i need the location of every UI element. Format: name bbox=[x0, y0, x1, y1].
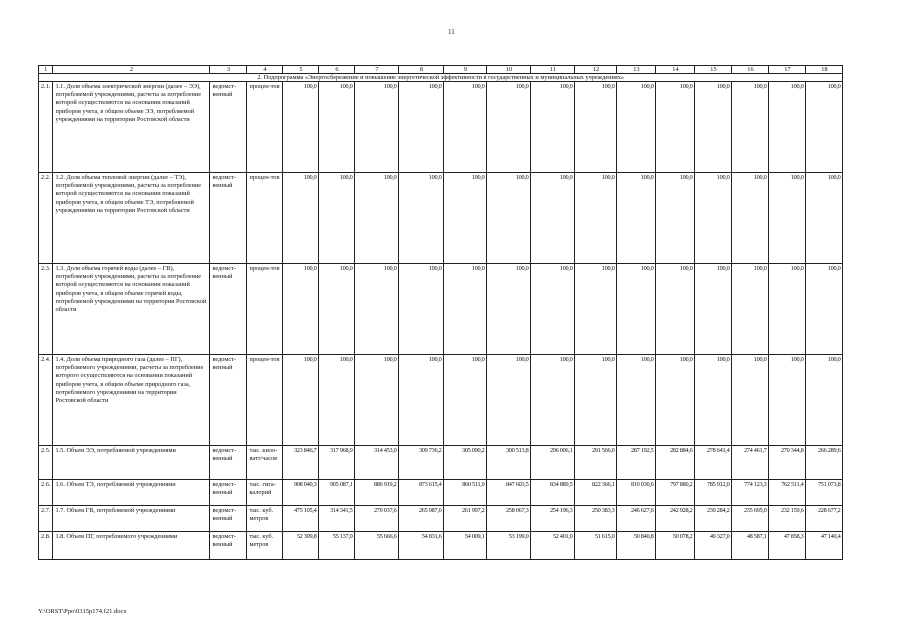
value-cell: 55 666,6 bbox=[355, 532, 399, 560]
column-number: 4 bbox=[247, 66, 283, 74]
indicator-name: 1.7. Объем ГВ, потребляемой учреждениями bbox=[53, 506, 210, 532]
value-cell: 100,0 bbox=[487, 82, 531, 173]
column-number: 3 bbox=[210, 66, 247, 74]
value-cell: 100,0 bbox=[656, 264, 695, 355]
table-row bbox=[39, 446, 843, 480]
value-cell: 100,0 bbox=[695, 173, 732, 264]
column-number: 13 bbox=[617, 66, 656, 74]
value-cell: 751 073,8 bbox=[806, 480, 843, 506]
value-cell: 100,0 bbox=[487, 355, 531, 446]
value-cell: 300 513,8 bbox=[487, 446, 531, 480]
value-cell: 100,0 bbox=[695, 82, 732, 173]
value-cell: 100,0 bbox=[617, 82, 656, 173]
unit-of-measure: процен-тов bbox=[247, 82, 283, 173]
row-number: 2.2. bbox=[39, 173, 53, 264]
value-cell: 250 383,3 bbox=[575, 506, 617, 532]
value-cell: 100,0 bbox=[444, 264, 487, 355]
value-cell: 282 884,6 bbox=[656, 446, 695, 480]
value-cell: 100,0 bbox=[531, 173, 575, 264]
value-cell: 53 199,0 bbox=[487, 532, 531, 560]
value-cell: 762 511,4 bbox=[769, 480, 806, 506]
value-cell: 100,0 bbox=[806, 355, 843, 446]
value-cell: 232 159,6 bbox=[769, 506, 806, 532]
value-cell: 100,0 bbox=[617, 355, 656, 446]
subprogram-title: 2. Подпрограмма «Энергосбережение и повышение энергетической эффективности в государственных и муниципальных учреждениях» bbox=[39, 74, 843, 82]
value-cell: 100,0 bbox=[732, 173, 769, 264]
row-number: 2.1. bbox=[39, 82, 53, 173]
value-cell: 100,0 bbox=[531, 264, 575, 355]
unit-of-measure: процен-тов bbox=[247, 264, 283, 355]
column-number: 11 bbox=[531, 66, 575, 74]
value-cell: 100,0 bbox=[444, 173, 487, 264]
value-cell: 258 067,3 bbox=[487, 506, 531, 532]
indicator-name: 1.6. Объем ТЭ, потребляемой учреждениями bbox=[53, 480, 210, 506]
value-cell: 100,0 bbox=[732, 82, 769, 173]
table-row bbox=[39, 264, 843, 355]
value-cell: 100,0 bbox=[355, 173, 399, 264]
value-cell: 242 928,2 bbox=[656, 506, 695, 532]
value-cell: 47 140,4 bbox=[806, 532, 843, 560]
value-cell: 100,0 bbox=[575, 173, 617, 264]
table-row bbox=[39, 82, 843, 173]
value-cell: 100,0 bbox=[487, 173, 531, 264]
value-cell: 100,0 bbox=[531, 355, 575, 446]
value-cell: 49 327,0 bbox=[695, 532, 732, 560]
column-number: 9 bbox=[444, 66, 487, 74]
value-cell: 475 105,4 bbox=[283, 506, 319, 532]
unit-of-measure: тыс. гига-калорий bbox=[247, 480, 283, 506]
column-number: 15 bbox=[695, 66, 732, 74]
value-cell: 47 858,3 bbox=[769, 532, 806, 560]
value-cell: 50 078,2 bbox=[656, 532, 695, 560]
value-cell: 886 919,2 bbox=[355, 480, 399, 506]
value-cell: 100,0 bbox=[283, 264, 319, 355]
indicators-table bbox=[38, 65, 843, 560]
unit-of-measure: процен-тов bbox=[247, 355, 283, 446]
row-number: 2.6. bbox=[39, 480, 53, 506]
value-cell: 908 040,3 bbox=[283, 480, 319, 506]
value-cell: 296 006,1 bbox=[531, 446, 575, 480]
indicator-name: 1.5. Объем ЭЭ, потребляемой учреждениями bbox=[53, 446, 210, 480]
value-cell: 100,0 bbox=[319, 355, 355, 446]
value-cell: 100,0 bbox=[656, 355, 695, 446]
value-cell: 270 344,8 bbox=[769, 446, 806, 480]
value-cell: 100,0 bbox=[806, 82, 843, 173]
value-cell: 48 587,1 bbox=[732, 532, 769, 560]
value-cell: 847 603,5 bbox=[487, 480, 531, 506]
value-cell: 785 912,0 bbox=[695, 480, 732, 506]
value-cell: 55 137,0 bbox=[319, 532, 355, 560]
column-number: 2 bbox=[53, 66, 210, 74]
value-cell: 52 309,8 bbox=[283, 532, 319, 560]
value-cell: 860 511,9 bbox=[444, 480, 487, 506]
value-cell: 54 009,1 bbox=[444, 532, 487, 560]
column-number: 10 bbox=[487, 66, 531, 74]
indicator-name: 1.4. Доля объема природного газа (далее – ПГ), потребляемого учреждениями, расчеты за потребление которого осуществляются на основании показаний приборов учета, в общем объеме природного газа, потребляемого учреждениями на территории Ростовской области bbox=[53, 355, 210, 446]
value-cell: 100,0 bbox=[283, 355, 319, 446]
table-row bbox=[39, 480, 843, 506]
value-cell: 100,0 bbox=[732, 264, 769, 355]
value-cell: 239 284,2 bbox=[695, 506, 732, 532]
value-cell: 100,0 bbox=[444, 82, 487, 173]
indicator-type: ведомст-венный bbox=[210, 82, 247, 173]
value-cell: 266 289,6 bbox=[806, 446, 843, 480]
row-number: 2.7. bbox=[39, 506, 53, 532]
column-number: 17 bbox=[769, 66, 806, 74]
indicator-type: ведомст-венный bbox=[210, 264, 247, 355]
value-cell: 100,0 bbox=[319, 82, 355, 173]
column-number: 8 bbox=[399, 66, 444, 74]
column-number: 16 bbox=[732, 66, 769, 74]
value-cell: 270 037,6 bbox=[355, 506, 399, 532]
column-number: 6 bbox=[319, 66, 355, 74]
table-row bbox=[39, 506, 843, 532]
row-number: 2.4. bbox=[39, 355, 53, 446]
unit-of-measure: тыс. куб. метров bbox=[247, 506, 283, 532]
value-cell: 100,0 bbox=[695, 264, 732, 355]
value-cell: 905 087,1 bbox=[319, 480, 355, 506]
value-cell: 100,0 bbox=[531, 82, 575, 173]
value-cell: 100,0 bbox=[319, 173, 355, 264]
value-cell: 100,0 bbox=[806, 173, 843, 264]
value-cell: 291 566,0 bbox=[575, 446, 617, 480]
subprogram-row bbox=[39, 74, 843, 82]
value-cell: 100,0 bbox=[399, 173, 444, 264]
value-cell: 228 677,2 bbox=[806, 506, 843, 532]
value-cell: 100,0 bbox=[487, 264, 531, 355]
row-number: 2.3. bbox=[39, 264, 53, 355]
unit-of-measure: тыс. куб. метров bbox=[247, 532, 283, 560]
value-cell: 309 736,2 bbox=[399, 446, 444, 480]
value-cell: 278 641,4 bbox=[695, 446, 732, 480]
indicator-name: 1.3. Доля объема горячей воды (далее – ГВ), потребляемой учреждениями, расчеты за потребление которой осуществляются на основании показаний приборов учета, в общем объеме горячей воды, потребляемой учреждениями на территории Ростовской области bbox=[53, 264, 210, 355]
value-cell: 50 840,8 bbox=[617, 532, 656, 560]
value-cell: 100,0 bbox=[769, 173, 806, 264]
indicator-type: ведомст-венный bbox=[210, 446, 247, 480]
value-cell: 100,0 bbox=[617, 264, 656, 355]
value-cell: 274 461,7 bbox=[732, 446, 769, 480]
value-cell: 100,0 bbox=[444, 355, 487, 446]
value-cell: 51 615,0 bbox=[575, 532, 617, 560]
indicator-type: ведомст-венный bbox=[210, 173, 247, 264]
value-cell: 100,0 bbox=[355, 264, 399, 355]
value-cell: 774 123,3 bbox=[732, 480, 769, 506]
value-cell: 100,0 bbox=[769, 264, 806, 355]
value-cell: 235 695,0 bbox=[732, 506, 769, 532]
value-cell: 100,0 bbox=[575, 264, 617, 355]
value-cell: 100,0 bbox=[399, 264, 444, 355]
value-cell: 100,0 bbox=[319, 264, 355, 355]
value-cell: 822 366,1 bbox=[575, 480, 617, 506]
value-cell: 100,0 bbox=[575, 355, 617, 446]
value-cell: 305 090,2 bbox=[444, 446, 487, 480]
indicator-name: 1.2. Доля объема тепловой энергии (далее – ТЭ), потребляемой учреждениями, расчеты за потребление которой осуществляются на основании показаний приборов учета, в общем объеме ТЭ, потребляемой учреждениями на территории Ростовской области bbox=[53, 173, 210, 264]
table-row bbox=[39, 532, 843, 560]
column-number: 5 bbox=[283, 66, 319, 74]
indicator-type: ведомст-венный bbox=[210, 532, 247, 560]
indicator-name: 1.1. Доля объема электрической энергии (далее – ЭЭ), потребляемой учреждениями, расчеты за потребление которой осуществляются на основании показаний приборов учета, в общем объеме ЭЭ, потребляемой учреждениями на территории Ростовской области bbox=[53, 82, 210, 173]
column-number: 18 bbox=[806, 66, 843, 74]
value-cell: 100,0 bbox=[769, 355, 806, 446]
value-cell: 797 880,2 bbox=[656, 480, 695, 506]
value-cell: 314 453,0 bbox=[355, 446, 399, 480]
value-cell: 100,0 bbox=[575, 82, 617, 173]
value-cell: 834 889,5 bbox=[531, 480, 575, 506]
value-cell: 100,0 bbox=[656, 173, 695, 264]
column-number: 12 bbox=[575, 66, 617, 74]
indicator-type: ведомст-венный bbox=[210, 480, 247, 506]
value-cell: 317 968,9 bbox=[319, 446, 355, 480]
value-cell: 810 030,6 bbox=[617, 480, 656, 506]
value-cell: 261 997,2 bbox=[444, 506, 487, 532]
column-number: 7 bbox=[355, 66, 399, 74]
value-cell: 100,0 bbox=[283, 82, 319, 173]
value-cell: 100,0 bbox=[806, 264, 843, 355]
value-cell: 100,0 bbox=[732, 355, 769, 446]
value-cell: 52 401,0 bbox=[531, 532, 575, 560]
value-cell: 265 987,0 bbox=[399, 506, 444, 532]
value-cell: 323 846,7 bbox=[283, 446, 319, 480]
value-cell: 100,0 bbox=[769, 82, 806, 173]
unit-of-measure: тыс. кило-ватт/часов bbox=[247, 446, 283, 480]
row-number: 2.5. bbox=[39, 446, 53, 480]
unit-of-measure: процен-тов bbox=[247, 173, 283, 264]
value-cell: 100,0 bbox=[283, 173, 319, 264]
column-number: 14 bbox=[656, 66, 695, 74]
indicator-name: 1.8. Объем ПГ, потребляемого учреждениями bbox=[53, 532, 210, 560]
value-cell: 100,0 bbox=[399, 82, 444, 173]
value-cell: 100,0 bbox=[617, 173, 656, 264]
value-cell: 54 831,6 bbox=[399, 532, 444, 560]
value-cell: 100,0 bbox=[355, 355, 399, 446]
value-cell: 873 615,4 bbox=[399, 480, 444, 506]
value-cell: 246 627,6 bbox=[617, 506, 656, 532]
value-cell: 287 192,5 bbox=[617, 446, 656, 480]
value-cell: 100,0 bbox=[355, 82, 399, 173]
table-row bbox=[39, 173, 843, 264]
indicator-type: ведомст-венный bbox=[210, 506, 247, 532]
value-cell: 314 341,5 bbox=[319, 506, 355, 532]
value-cell: 254 196,3 bbox=[531, 506, 575, 532]
row-number: 2.8. bbox=[39, 532, 53, 560]
column-number: 1 bbox=[39, 66, 53, 74]
value-cell: 100,0 bbox=[399, 355, 444, 446]
table-row bbox=[39, 355, 843, 446]
column-number-row bbox=[39, 66, 843, 74]
indicator-type: ведомст-венный bbox=[210, 355, 247, 446]
value-cell: 100,0 bbox=[656, 82, 695, 173]
page-number: 11 bbox=[448, 28, 455, 36]
value-cell: 100,0 bbox=[695, 355, 732, 446]
file-path: Y:\ORST\Ppo\0315p174.f21.docx bbox=[38, 608, 127, 615]
